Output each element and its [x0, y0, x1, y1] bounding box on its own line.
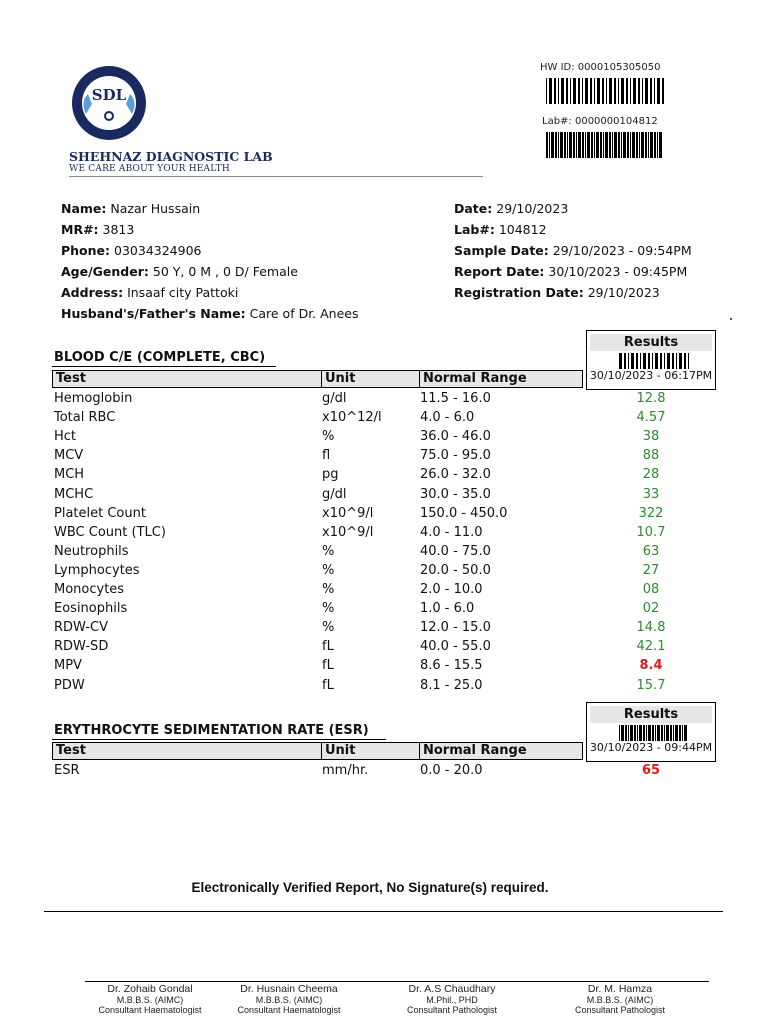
- doctor-title: Consultant Haematologist: [98, 1005, 202, 1015]
- registration-date: Registration Date: 29/10/2023: [454, 285, 660, 300]
- normal-range: 4.0 - 6.0: [420, 410, 475, 426]
- normal-range: 2.0 - 10.0: [420, 582, 483, 597]
- normal-range: 8.6 - 15.5: [420, 658, 483, 674]
- test-unit: fL: [322, 658, 334, 674]
- test-name: Eosinophils: [54, 601, 128, 617]
- result-value: 4.57: [636, 410, 666, 426]
- hw-id-barcode: [546, 78, 664, 104]
- result-value: 10.7: [636, 524, 666, 540]
- test-name: WBC Count (TLC): [54, 524, 166, 540]
- table-row: [0, 639, 768, 658]
- verified-note: Electronically Verified Report, No Signature(s) required.: [191, 880, 549, 895]
- patient-phone: Phone: 03034324906: [61, 243, 202, 258]
- doctor-name: Dr. M. Hamza: [587, 983, 653, 995]
- sample-date: Sample Date: 29/10/2023 - 09:54PM: [454, 243, 692, 258]
- test-name: MCHC: [54, 486, 94, 502]
- test-name: Platelet Count: [54, 505, 146, 521]
- doctor-title: Consultant Pathologist: [406, 1005, 498, 1015]
- result-value: 27: [642, 562, 660, 578]
- result-value: 38: [642, 429, 660, 445]
- result-value: 88: [642, 448, 660, 464]
- col-range: Normal Range: [419, 371, 583, 387]
- cbc-results-header: Results: [590, 334, 712, 351]
- test-name: Total RBC: [54, 410, 116, 426]
- cbc-title: BLOOD C/E (COMPLETE, CBC): [54, 350, 266, 365]
- table-row: [0, 506, 768, 525]
- doctor-name: Dr. Husnain Cheema: [240, 983, 338, 995]
- table-row: [0, 563, 768, 582]
- cbc-title-underline: [52, 366, 276, 367]
- lab-logo: [70, 64, 148, 142]
- test-name: Hemoglobin: [54, 391, 133, 406]
- test-unit: %: [322, 543, 335, 559]
- normal-range: 30.0 - 35.0: [420, 486, 491, 502]
- test-unit: pg: [322, 467, 339, 483]
- result-value: 65: [641, 763, 661, 778]
- esr-table-header: [52, 742, 583, 760]
- table-row: [0, 544, 768, 563]
- doctor-title: Consultant Pathologist: [574, 1005, 666, 1015]
- table-row: [0, 678, 768, 697]
- normal-range: 36.0 - 46.0: [420, 429, 491, 445]
- result-value: 8.4: [639, 658, 663, 674]
- report-lab-number: Lab#: 104812: [454, 222, 547, 237]
- test-unit: %: [322, 601, 335, 617]
- test-unit: %: [322, 620, 335, 636]
- result-value: 15.7: [636, 677, 666, 693]
- test-unit: x10^12/l: [322, 410, 382, 426]
- col-range: Normal Range: [419, 743, 583, 759]
- test-unit: fL: [322, 639, 334, 655]
- header-divider: [69, 176, 483, 177]
- normal-range: 75.0 - 95.0: [420, 448, 491, 464]
- test-unit: x10^9/l: [322, 505, 374, 521]
- lab-number: Lab#: 0000000104812: [542, 116, 658, 127]
- normal-range: 0.0 - 20.0: [420, 763, 483, 778]
- patient-address: Address: Insaaf city Pattoki: [61, 285, 239, 300]
- test-unit: %: [322, 582, 335, 597]
- test-name: MCH: [54, 467, 85, 483]
- cbc-results-box: [586, 330, 716, 390]
- normal-range: 150.0 - 450.0: [420, 505, 508, 521]
- result-value: 28: [642, 467, 660, 483]
- test-name: MCV: [54, 448, 84, 464]
- table-row: [0, 601, 768, 620]
- test-name: RDW-CV: [54, 620, 109, 636]
- normal-range: 12.0 - 15.0: [420, 620, 491, 636]
- stray-dot: [730, 318, 732, 320]
- result-value: 42.1: [636, 639, 666, 655]
- table-row: [0, 620, 768, 639]
- patient-guardian: Husband's/Father's Name: Care of Dr. Anees: [61, 306, 359, 321]
- table-row: [0, 410, 768, 429]
- doctor-signature-block: [377, 983, 527, 1015]
- doctor-qualification: M.Phil., PHD: [426, 995, 478, 1005]
- normal-range: 1.0 - 6.0: [420, 601, 475, 617]
- result-value: 12.8: [636, 391, 666, 406]
- result-value: 02: [642, 601, 660, 617]
- col-test: Test: [56, 743, 86, 758]
- patient-age-gender: Age/Gender: 50 Y, 0 M , 0 D/ Female: [61, 264, 298, 279]
- report-datetime: Report Date: 30/10/2023 - 09:45PM: [454, 264, 688, 279]
- normal-range: 4.0 - 11.0: [420, 524, 483, 540]
- table-row: [0, 525, 768, 544]
- test-name: Hct: [54, 429, 77, 445]
- lab-tagline: WE CARE ABOUT YOUR HEALTH: [69, 164, 230, 174]
- doctor-name: Dr. Zohaib Gondal: [107, 983, 193, 995]
- test-name: ESR: [54, 763, 80, 778]
- esr-results-datetime: 30/10/2023 - 09:44PM: [589, 741, 713, 754]
- normal-range: 26.0 - 32.0: [420, 467, 491, 483]
- test-unit: x10^9/l: [322, 524, 374, 540]
- hw-id: HW ID: 0000105305050: [540, 62, 661, 73]
- result-value: 33: [642, 486, 660, 502]
- cbc-results-datetime: 30/10/2023 - 06:17PM: [589, 369, 713, 382]
- test-unit: mm/hr.: [322, 763, 369, 778]
- test-name: Monocytes: [54, 582, 125, 597]
- doctor-qualification: M.B.B.S. (AIMC): [586, 995, 654, 1005]
- result-value: 63: [642, 543, 660, 559]
- table-row: [0, 391, 768, 410]
- doctor-signature-block: [545, 983, 695, 1015]
- doctor-signature-block: [214, 983, 364, 1015]
- table-row: [0, 487, 768, 506]
- normal-range: 40.0 - 55.0: [420, 639, 491, 655]
- test-unit: g/dl: [322, 391, 347, 406]
- doctor-qualification: M.B.B.S. (AIMC): [255, 995, 323, 1005]
- doctor-qualification: M.B.B.S. (AIMC): [116, 995, 184, 1005]
- cbc-table-header: [52, 370, 583, 388]
- esr-results-box: [586, 702, 716, 762]
- normal-range: 8.1 - 25.0: [420, 677, 483, 693]
- patient-name: Name: Nazar Hussain: [61, 201, 201, 216]
- test-unit: %: [322, 429, 335, 445]
- test-unit: fL: [322, 677, 334, 693]
- table-row: [0, 448, 768, 467]
- test-name: MPV: [54, 658, 82, 674]
- test-unit: g/dl: [322, 486, 347, 502]
- test-name: RDW-SD: [54, 639, 109, 655]
- test-name: Lymphocytes: [54, 562, 140, 578]
- lab-name: SHEHNAZ DIAGNOSTIC LAB: [69, 149, 273, 164]
- normal-range: 40.0 - 75.0: [420, 543, 491, 559]
- result-value: 14.8: [636, 620, 666, 636]
- col-unit: Unit: [321, 371, 419, 387]
- lab-number-barcode: [546, 132, 664, 158]
- logo-text: SDL: [91, 86, 127, 104]
- esr-results-header: Results: [590, 706, 712, 723]
- test-unit: %: [322, 562, 335, 578]
- normal-range: 11.5 - 16.0: [420, 391, 491, 406]
- table-row: [0, 467, 768, 486]
- doctor-name: Dr. A.S Chaudhary: [408, 983, 496, 995]
- esr-title-underline: [52, 739, 386, 740]
- col-test: Test: [56, 371, 86, 386]
- result-value: 08: [642, 582, 660, 597]
- test-unit: fl: [322, 448, 331, 464]
- report-date: Date: 29/10/2023: [454, 201, 569, 216]
- col-unit: Unit: [321, 743, 419, 759]
- table-row: [0, 763, 768, 782]
- doctor-divider: [85, 981, 709, 982]
- table-row: [0, 658, 768, 677]
- doctor-signature-block: [75, 983, 225, 1015]
- footer-divider: [44, 911, 723, 912]
- table-row: [0, 429, 768, 448]
- test-name: PDW: [54, 677, 85, 693]
- cbc-results-barcode: [619, 353, 689, 369]
- doctor-title: Consultant Haematologist: [237, 1005, 341, 1015]
- esr-results-barcode: [619, 725, 689, 741]
- patient-mr: MR#: 3813: [61, 222, 135, 237]
- table-row: [0, 582, 768, 601]
- test-name: Neutrophils: [54, 543, 129, 559]
- normal-range: 20.0 - 50.0: [420, 562, 491, 578]
- result-value: 322: [638, 505, 664, 521]
- esr-title: ERYTHROCYTE SEDIMENTATION RATE (ESR): [54, 723, 369, 738]
